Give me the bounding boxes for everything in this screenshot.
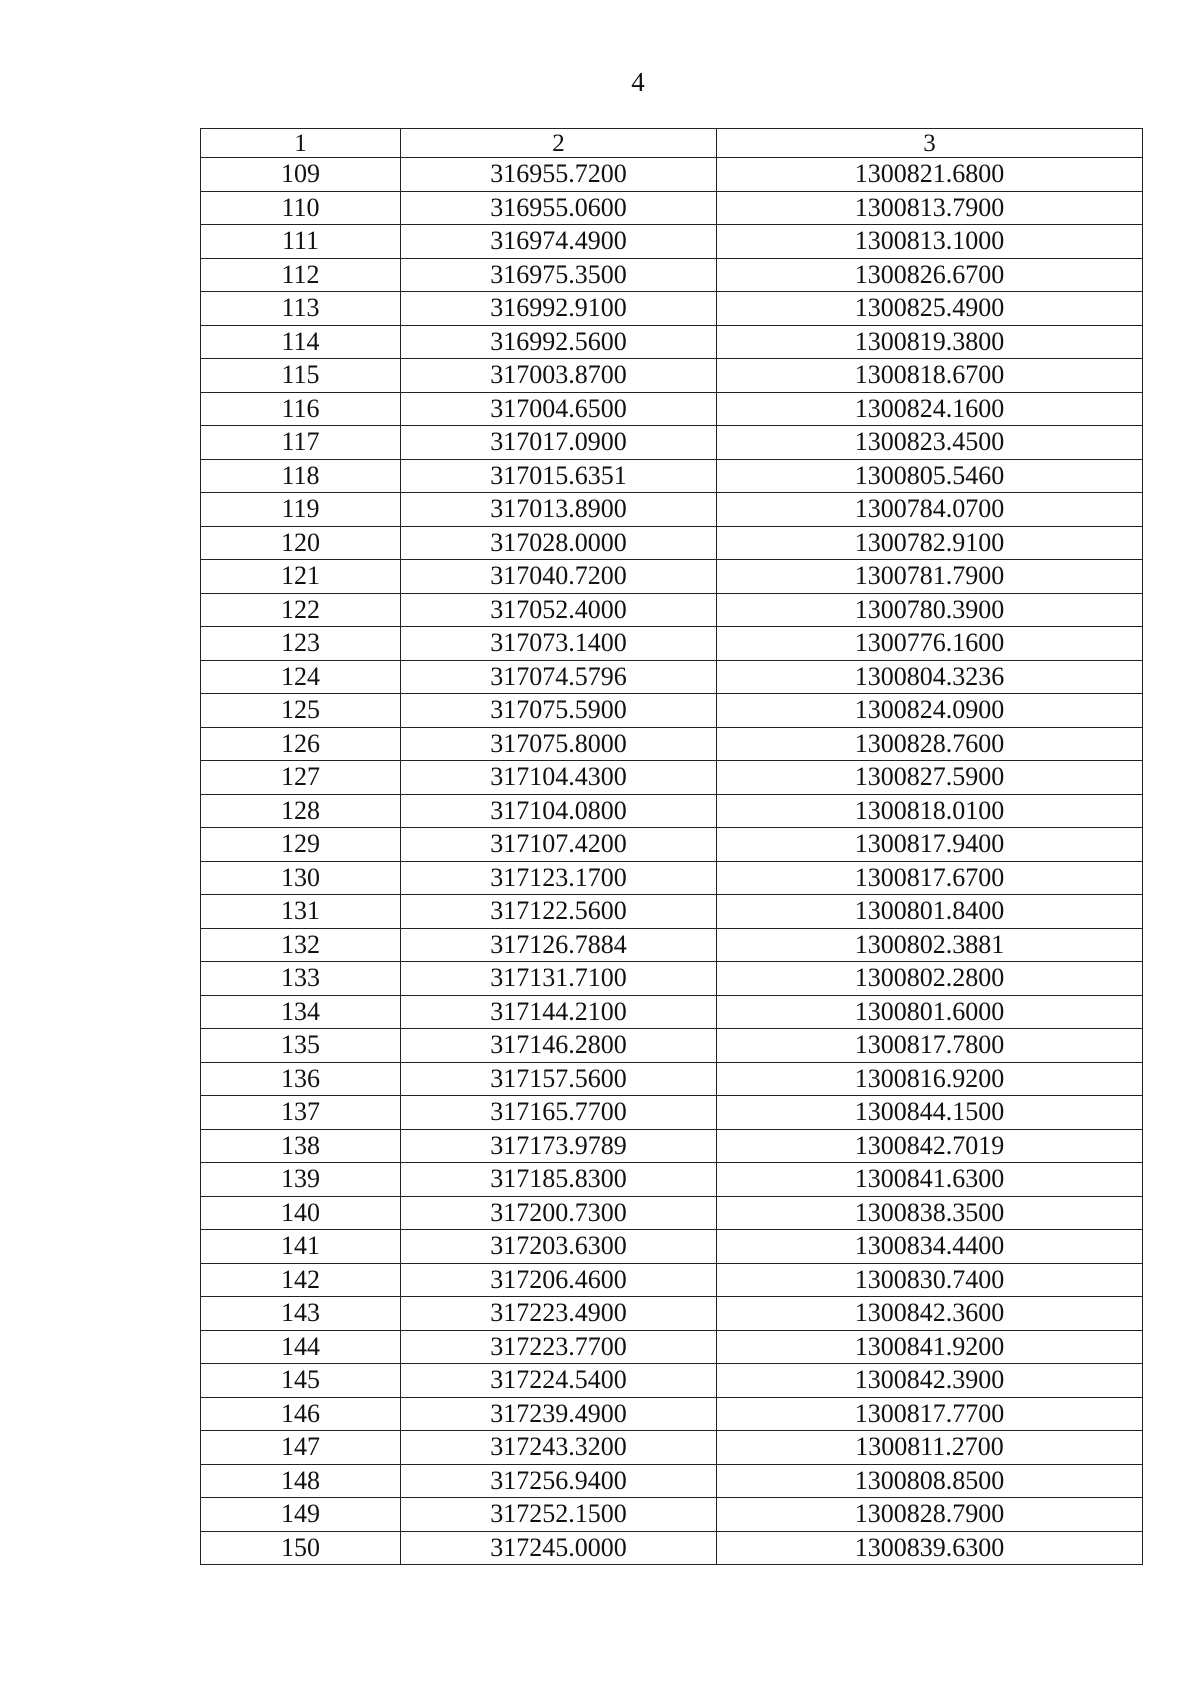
point-number-cell: 120 (201, 526, 401, 560)
table-row (201, 1431, 1143, 1465)
table-row (201, 962, 1143, 996)
table-row (201, 660, 1143, 694)
column-header-3: 3 (717, 129, 1143, 158)
x-coordinate-cell: 317239.4900 (401, 1397, 717, 1431)
table-row (201, 794, 1143, 828)
point-number-cell: 110 (201, 191, 401, 225)
table-row (201, 694, 1143, 728)
x-coordinate-cell: 317075.8000 (401, 727, 717, 761)
point-number-cell: 148 (201, 1464, 401, 1498)
point-number-cell: 126 (201, 727, 401, 761)
y-coordinate-cell: 1300817.7800 (717, 1029, 1143, 1063)
x-coordinate-cell: 317013.8900 (401, 493, 717, 527)
x-coordinate-cell: 317243.3200 (401, 1431, 717, 1465)
x-coordinate-cell: 316992.5600 (401, 325, 717, 359)
x-coordinate-cell: 317146.2800 (401, 1029, 717, 1063)
point-number-cell: 146 (201, 1397, 401, 1431)
x-coordinate-cell: 317157.5600 (401, 1062, 717, 1096)
x-coordinate-cell: 317004.6500 (401, 392, 717, 426)
y-coordinate-cell: 1300841.6300 (717, 1163, 1143, 1197)
table-row (201, 627, 1143, 661)
table-row (201, 1263, 1143, 1297)
y-coordinate-cell: 1300816.9200 (717, 1062, 1143, 1096)
x-coordinate-cell: 317073.1400 (401, 627, 717, 661)
point-number-cell: 132 (201, 928, 401, 962)
point-number-cell: 114 (201, 325, 401, 359)
y-coordinate-cell: 1300817.7700 (717, 1397, 1143, 1431)
y-coordinate-cell: 1300838.3500 (717, 1196, 1143, 1230)
point-number-cell: 116 (201, 392, 401, 426)
point-number-cell: 143 (201, 1297, 401, 1331)
y-coordinate-cell: 1300828.7600 (717, 727, 1143, 761)
table-row (201, 1397, 1143, 1431)
y-coordinate-cell: 1300844.1500 (717, 1096, 1143, 1130)
y-coordinate-cell: 1300776.1600 (717, 627, 1143, 661)
x-coordinate-cell: 317104.0800 (401, 794, 717, 828)
point-number-cell: 121 (201, 560, 401, 594)
point-number-cell: 131 (201, 895, 401, 929)
x-coordinate-cell: 317052.4000 (401, 593, 717, 627)
y-coordinate-cell: 1300813.7900 (717, 191, 1143, 225)
table-row (201, 1196, 1143, 1230)
table-row (201, 560, 1143, 594)
y-coordinate-cell: 1300842.7019 (717, 1129, 1143, 1163)
y-coordinate-cell: 1300817.6700 (717, 861, 1143, 895)
point-number-cell: 122 (201, 593, 401, 627)
point-number-cell: 127 (201, 761, 401, 795)
table-row (201, 392, 1143, 426)
y-coordinate-cell: 1300824.0900 (717, 694, 1143, 728)
table-row (201, 1096, 1143, 1130)
table-row (201, 258, 1143, 292)
y-coordinate-cell: 1300804.3236 (717, 660, 1143, 694)
point-number-cell: 123 (201, 627, 401, 661)
x-coordinate-cell: 317126.7884 (401, 928, 717, 962)
y-coordinate-cell: 1300780.3900 (717, 593, 1143, 627)
x-coordinate-cell: 317165.7700 (401, 1096, 717, 1130)
table-row (201, 526, 1143, 560)
table-row (201, 1364, 1143, 1398)
table-row (201, 459, 1143, 493)
point-number-cell: 113 (201, 292, 401, 326)
point-number-cell: 139 (201, 1163, 401, 1197)
table-row (201, 828, 1143, 862)
x-coordinate-cell: 317223.7700 (401, 1330, 717, 1364)
point-number-cell: 149 (201, 1498, 401, 1532)
y-coordinate-cell: 1300830.7400 (717, 1263, 1143, 1297)
table-row (201, 1163, 1143, 1197)
point-number-cell: 117 (201, 426, 401, 460)
point-number-cell: 109 (201, 158, 401, 192)
header-row (201, 129, 1143, 158)
point-number-cell: 144 (201, 1330, 401, 1364)
table-row (201, 761, 1143, 795)
point-number-cell: 135 (201, 1029, 401, 1063)
table-row (201, 995, 1143, 1029)
x-coordinate-cell: 317003.8700 (401, 359, 717, 393)
table-row (201, 861, 1143, 895)
point-number-cell: 134 (201, 995, 401, 1029)
y-coordinate-cell: 1300781.7900 (717, 560, 1143, 594)
point-number-cell: 130 (201, 861, 401, 895)
table-row (201, 225, 1143, 259)
y-coordinate-cell: 1300839.6300 (717, 1531, 1143, 1565)
point-number-cell: 145 (201, 1364, 401, 1398)
x-coordinate-cell: 317206.4600 (401, 1263, 717, 1297)
table-row (201, 727, 1143, 761)
table-row (201, 1029, 1143, 1063)
y-coordinate-cell: 1300801.6000 (717, 995, 1143, 1029)
point-number-cell: 125 (201, 694, 401, 728)
y-coordinate-cell: 1300828.7900 (717, 1498, 1143, 1532)
x-coordinate-cell: 317203.6300 (401, 1230, 717, 1264)
x-coordinate-cell: 317107.4200 (401, 828, 717, 862)
x-coordinate-cell: 317173.9789 (401, 1129, 717, 1163)
x-coordinate-cell: 316974.4900 (401, 225, 717, 259)
point-number-cell: 111 (201, 225, 401, 259)
x-coordinate-cell: 317131.7100 (401, 962, 717, 996)
point-number-cell: 112 (201, 258, 401, 292)
page-number: 4 (631, 67, 645, 97)
point-number-cell: 141 (201, 1230, 401, 1264)
table-row (201, 292, 1143, 326)
y-coordinate-cell: 1300813.1000 (717, 225, 1143, 259)
point-number-cell: 150 (201, 1531, 401, 1565)
x-coordinate-cell: 316992.9100 (401, 292, 717, 326)
table-row (201, 325, 1143, 359)
point-number-cell: 140 (201, 1196, 401, 1230)
y-coordinate-cell: 1300842.3600 (717, 1297, 1143, 1331)
y-coordinate-cell: 1300811.2700 (717, 1431, 1143, 1465)
x-coordinate-cell: 317123.1700 (401, 861, 717, 895)
y-coordinate-cell: 1300826.6700 (717, 258, 1143, 292)
y-coordinate-cell: 1300823.4500 (717, 426, 1143, 460)
table-row (201, 191, 1143, 225)
x-coordinate-cell: 317122.5600 (401, 895, 717, 929)
table-header (201, 129, 1143, 158)
point-number-cell: 133 (201, 962, 401, 996)
x-coordinate-cell: 317075.5900 (401, 694, 717, 728)
x-coordinate-cell: 317224.5400 (401, 1364, 717, 1398)
x-coordinate-cell: 317040.7200 (401, 560, 717, 594)
point-number-cell: 128 (201, 794, 401, 828)
x-coordinate-cell: 316955.0600 (401, 191, 717, 225)
table-row (201, 1531, 1143, 1565)
table-row (201, 426, 1143, 460)
y-coordinate-cell: 1300834.4400 (717, 1230, 1143, 1264)
x-coordinate-cell: 316955.7200 (401, 158, 717, 192)
column-header-1: 1 (201, 129, 401, 158)
y-coordinate-cell: 1300827.5900 (717, 761, 1143, 795)
y-coordinate-cell: 1300818.6700 (717, 359, 1143, 393)
point-number-cell: 147 (201, 1431, 401, 1465)
table-row (201, 359, 1143, 393)
y-coordinate-cell: 1300818.0100 (717, 794, 1143, 828)
x-coordinate-cell: 317028.0000 (401, 526, 717, 560)
table-row (201, 1330, 1143, 1364)
table-row (201, 1498, 1143, 1532)
x-coordinate-cell: 316975.3500 (401, 258, 717, 292)
x-coordinate-cell: 317223.4900 (401, 1297, 717, 1331)
table-row (201, 158, 1143, 192)
point-number-cell: 115 (201, 359, 401, 393)
column-header-2: 2 (401, 129, 717, 158)
y-coordinate-cell: 1300819.3800 (717, 325, 1143, 359)
point-number-cell: 118 (201, 459, 401, 493)
table-row (201, 895, 1143, 929)
point-number-cell: 137 (201, 1096, 401, 1130)
y-coordinate-cell: 1300808.8500 (717, 1464, 1143, 1498)
x-coordinate-cell: 317104.4300 (401, 761, 717, 795)
point-number-cell: 138 (201, 1129, 401, 1163)
table-row (201, 1297, 1143, 1331)
x-coordinate-cell: 317256.9400 (401, 1464, 717, 1498)
y-coordinate-cell: 1300782.9100 (717, 526, 1143, 560)
point-number-cell: 124 (201, 660, 401, 694)
y-coordinate-cell: 1300825.4900 (717, 292, 1143, 326)
table-row (201, 1464, 1143, 1498)
y-coordinate-cell: 1300817.9400 (717, 828, 1143, 862)
table-row (201, 593, 1143, 627)
y-coordinate-cell: 1300824.1600 (717, 392, 1143, 426)
coordinates-table (200, 128, 1143, 1565)
y-coordinate-cell: 1300802.3881 (717, 928, 1143, 962)
table-row (201, 1230, 1143, 1264)
y-coordinate-cell: 1300805.5460 (717, 459, 1143, 493)
x-coordinate-cell: 317245.0000 (401, 1531, 717, 1565)
x-coordinate-cell: 317144.2100 (401, 995, 717, 1029)
table-row (201, 493, 1143, 527)
y-coordinate-cell: 1300841.9200 (717, 1330, 1143, 1364)
y-coordinate-cell: 1300801.8400 (717, 895, 1143, 929)
y-coordinate-cell: 1300842.3900 (717, 1364, 1143, 1398)
x-coordinate-cell: 317185.8300 (401, 1163, 717, 1197)
y-coordinate-cell: 1300802.2800 (717, 962, 1143, 996)
point-number-cell: 142 (201, 1263, 401, 1297)
x-coordinate-cell: 317200.7300 (401, 1196, 717, 1230)
table-row (201, 1062, 1143, 1096)
x-coordinate-cell: 317252.1500 (401, 1498, 717, 1532)
x-coordinate-cell: 317017.0900 (401, 426, 717, 460)
point-number-cell: 129 (201, 828, 401, 862)
x-coordinate-cell: 317074.5796 (401, 660, 717, 694)
x-coordinate-cell: 317015.6351 (401, 459, 717, 493)
point-number-cell: 119 (201, 493, 401, 527)
table-row (201, 928, 1143, 962)
y-coordinate-cell: 1300784.0700 (717, 493, 1143, 527)
y-coordinate-cell: 1300821.6800 (717, 158, 1143, 192)
table-body (201, 158, 1143, 1565)
table-row (201, 1129, 1143, 1163)
point-number-cell: 136 (201, 1062, 401, 1096)
